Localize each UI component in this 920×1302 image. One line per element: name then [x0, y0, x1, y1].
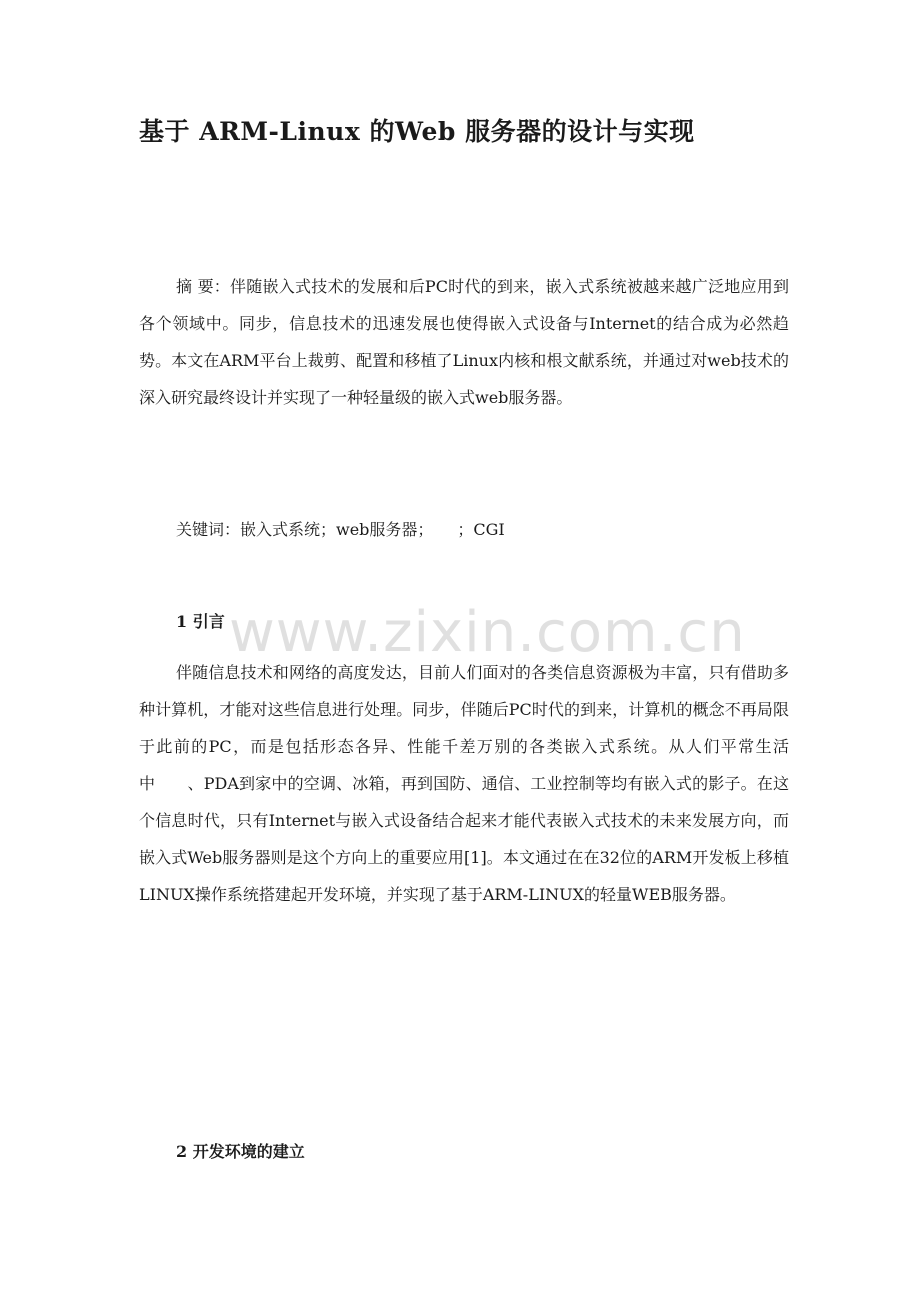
site-watermark: www.zixin.com.cn — [229, 600, 746, 665]
introduction-paragraph: 伴随信息技术和网络的高度发达，目前人们面对的各类信息资源极为丰富，只有借助多种计算机，才能对这些信息进行处理。同步，伴随后PC时代的到来，计算机的概念不再局限于此前的PC，而是包括形态各异、性能千差万别的各类嵌入式系统。从人们平常生活中 、PDA到家中的空调、冰箱，再到国防、通信、工业控制等均有嵌入式的影子。在这个信息时代，只有Internet与嵌入式设备结合起来才能代表嵌入式技术的未来发展方向，而嵌入式Web服务器则是这个方向上的重要应用[1]。本文通过在在32位的ARM开发板上移植LINUX操作系统搭建起开发环境，并实现了基于ARM-LINUX的轻量WEB服务器。 — [139, 663, 789, 904]
keywords-line: 关键词：嵌入式系统；web服务器； ；CGI — [176, 520, 505, 539]
document-title: 基于 ARM-Linux 的Web 服务器的设计与实现 — [139, 117, 695, 146]
section-heading-introduction: 1 引言 — [176, 612, 225, 631]
abstract-paragraph: 摘 要：伴随嵌入式技术的发展和后PC时代的到来，嵌入式系统被越来越广泛地应用到各个领域中。同步，信息技术的迅速发展也使得嵌入式设备与Internet的结合成为必然趋势。本文在ARM平台上裁剪、配置和移植了Linux内核和根文献系统，并通过对web技术的深入研究最终设计并实现了一种轻量级的嵌入式web服务器。 — [139, 277, 789, 407]
section-heading-dev-environment: 2 开发环境的建立 — [176, 1142, 305, 1161]
